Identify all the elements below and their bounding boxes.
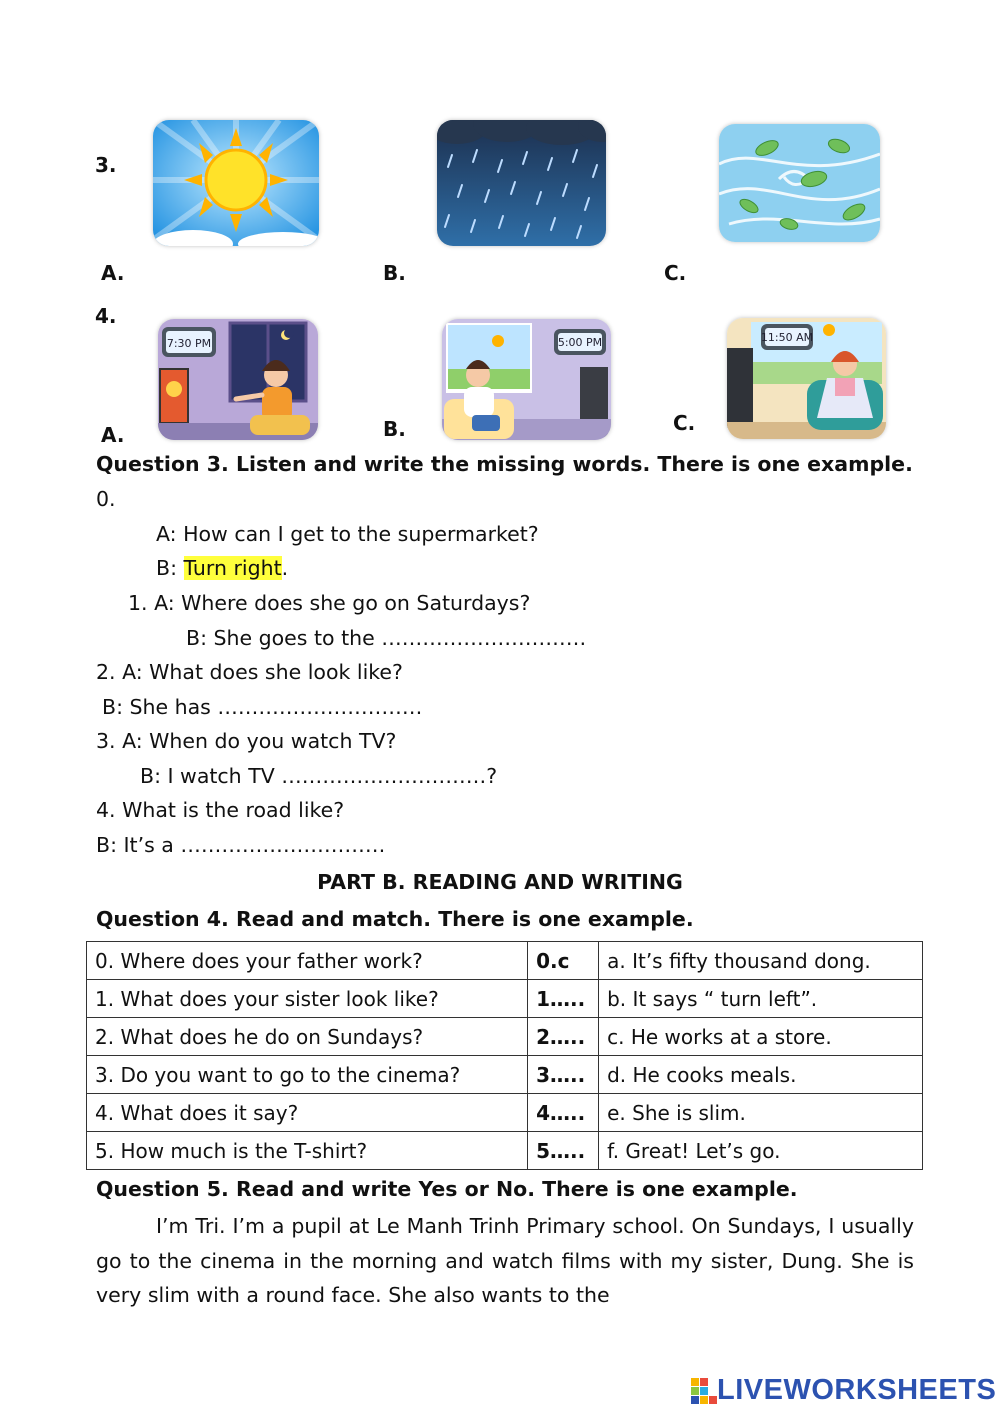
item-1-answer-blank[interactable]: B: She goes to the ………………………… [186,626,587,650]
match-question: 4. What does it say? [87,1094,528,1132]
option-c-label[interactable]: C. [673,411,696,435]
item-2-answer-blank[interactable]: B: She has ………………………… [102,695,423,719]
item-3-question: 3. A: When do you watch TV? [96,729,397,753]
match-question: 5. How much is the T-shirt? [87,1132,528,1170]
option-a-label[interactable]: A. [101,423,125,447]
clock-readout-c: 11:50 AM [760,331,814,344]
windy-image [719,124,880,242]
match-option: a. It’s fifty thousand dong. [599,942,923,980]
item-2-question: 2. A: What does she look like? [96,660,403,684]
item-1-question: 1. A: Where does she go on Saturdays? [128,591,531,615]
example-question: A: How can I get to the supermarket? [156,522,539,546]
liveworksheets-logo [691,1374,996,1407]
match-option: f. Great! Let’s go. [599,1132,923,1170]
liveworksheets-logo-text: LIVEWORKSHEETS [717,1374,997,1406]
part-b-heading: PART B. READING AND WRITING [317,870,683,894]
match-table [86,941,923,1170]
match-question: 1. What does your sister look like? [87,980,528,1018]
item-number-4: 4. [95,304,117,328]
rainy-image [437,120,606,246]
match-answer-cell[interactable]: 3….. [528,1056,599,1094]
item-number-3: 3. [95,153,117,177]
clock-readout-a: 7:30 PM [166,337,212,350]
question-4-title: Question 4. Read and match. There is one example. [96,907,694,931]
option-c-label[interactable]: C. [664,261,687,285]
example-answer-highlight: Turn right [183,556,282,580]
liveworksheets-logo-icon [691,1378,717,1404]
question-3-title: Question 3. Listen and write the missing words. There is one example. [96,452,913,476]
example-answer-line [156,556,288,580]
item-3-answer-blank[interactable]: B: I watch TV …………………………? [140,764,498,788]
match-option: c. He works at a store. [599,1018,923,1056]
example-number: 0. [96,487,116,511]
match-question: 2. What does he do on Sundays? [87,1018,528,1056]
table-row [87,1018,923,1056]
option-b-label[interactable]: B. [383,417,406,441]
match-answer-cell[interactable]: 1….. [528,980,599,1018]
item-4-question: 4. What is the road like? [96,798,345,822]
option-a-label[interactable]: A. [101,261,125,285]
table-row [87,1132,923,1170]
evening-tv-image [158,319,318,440]
match-answer-cell[interactable]: 4….. [528,1094,599,1132]
match-answer-cell[interactable]: 2….. [528,1018,599,1056]
match-question: 3. Do you want to go to the cinema? [87,1056,528,1094]
table-row [87,942,923,980]
sunny-image [153,120,319,246]
match-option: d. He cooks meals. [599,1056,923,1094]
match-answer-cell: 0.c [528,942,599,980]
morning-tv-image [727,318,886,439]
reading-passage: I’m Tri. I’m a pupil at Le Manh Trinh Primary school. On Sundays, I usually go to the cinema in the morning and watch films with my sister, Dung. She is very slim with a round face. She also wants to the [96,1214,914,1307]
example-answer-suffix: . [281,556,289,580]
match-answer-cell[interactable]: 5….. [528,1132,599,1170]
clock-readout-b: 5:00 PM [557,336,603,349]
item-4-answer-blank[interactable]: B: It’s a ………………………… [96,833,386,857]
example-answer-prefix: B: [156,556,184,580]
match-question: 0. Where does your father work? [87,942,528,980]
match-option: b. It says “ turn left”. [599,980,923,1018]
table-row [87,1094,923,1132]
table-row [87,1056,923,1094]
question-5-title: Question 5. Read and write Yes or No. There is one example. [96,1177,798,1201]
table-row [87,980,923,1018]
match-option: e. She is slim. [599,1094,923,1132]
option-b-label[interactable]: B. [383,261,406,285]
afternoon-tv-image [442,319,611,440]
